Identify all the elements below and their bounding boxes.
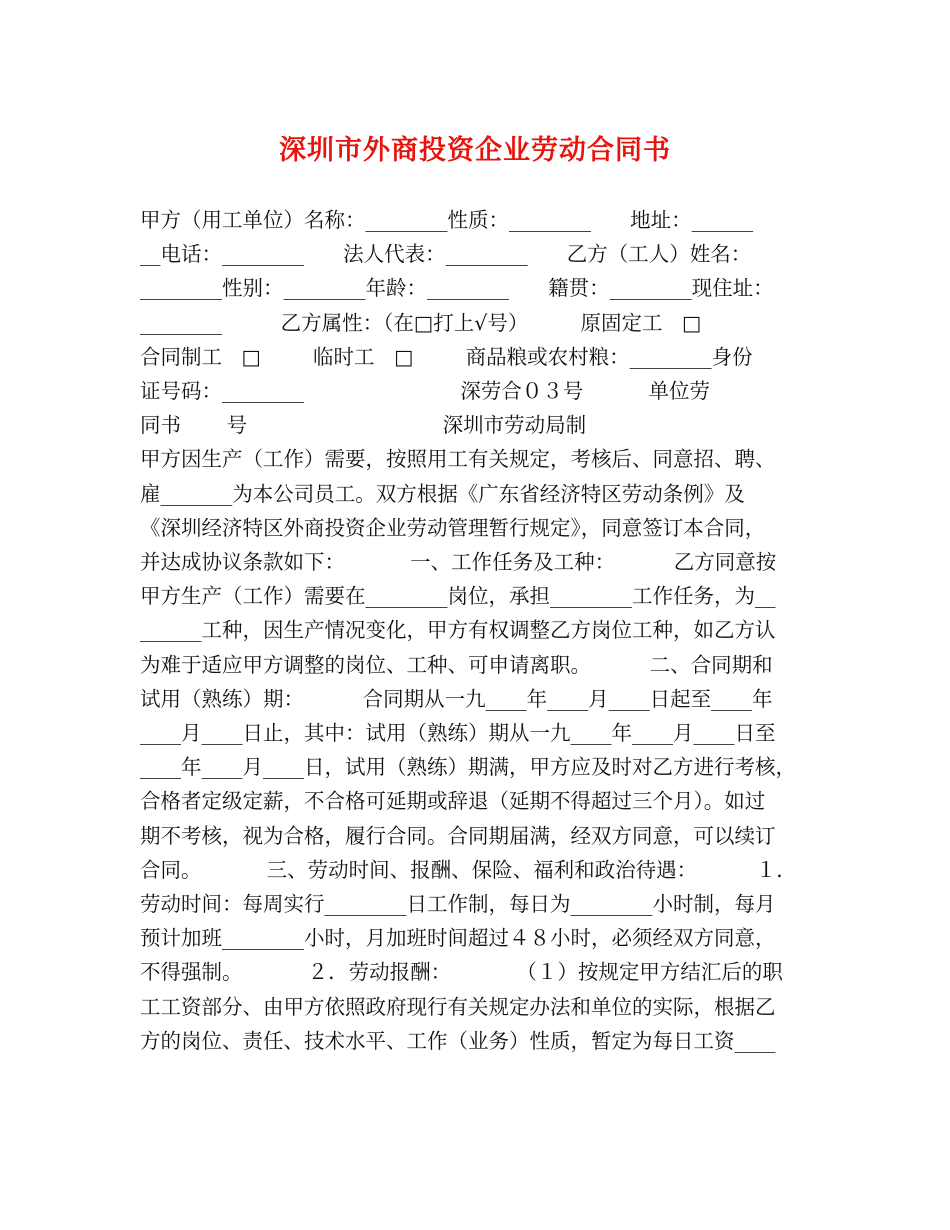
body-line: ____月____日止，其中：试用（熟练）期从一九____年____月____日至 bbox=[140, 721, 776, 745]
body-line: 为难于适应甲方调整的岗位、工种、可申请离职。 二、合同期和 bbox=[140, 652, 773, 677]
body-line: 甲方因生产（工作）需要，按照用工有关规定，考核后、同意招、聘、 bbox=[140, 447, 776, 472]
body-line: __电话：________ 法人代表：________ 乙方（工人）姓名： bbox=[140, 242, 752, 267]
body-line: ________ 乙方属性：（在□打上√号） 原固定工 □ bbox=[140, 310, 702, 335]
body-line: 证号码：________ 深劳合０３号 单位劳 bbox=[140, 379, 711, 403]
body-line: ____年____月____日，试用（熟练）期满，甲方应及时对乙方进行考核， bbox=[140, 755, 796, 780]
body-line: 期不考核，视为合格，履行合同。合同期届满，经双方同意，可以续订 bbox=[140, 823, 776, 848]
body-line: 预计加班________小时，月加班时间超过４８小时，必须经双方同意， bbox=[140, 926, 776, 951]
body-line: 试用（熟练）期： 合同期从一九____年____月____日起至____年 bbox=[140, 686, 773, 711]
body-line: 甲方生产（工作）需要在________岗位，承担________工作任务，为__ bbox=[140, 584, 776, 609]
body-line: 并达成协议条款如下： 一、工作任务及工种： 乙方同意按 bbox=[140, 550, 777, 574]
body-line: 雇_______为本公司员工。双方根据《广东省经济特区劳动条例》及 bbox=[140, 481, 745, 506]
body-line: 甲方（用工单位）名称：________性质：________ 地址：______ bbox=[140, 208, 754, 232]
body-line: 方的岗位、责任、技术水平、工作（业务）性质，暂定为每日工资____ bbox=[140, 1028, 776, 1053]
body-line: 工工资部分、由甲方依照政府现行有关规定办法和单位的实际，根据乙 bbox=[140, 994, 776, 1019]
body-line: 不得强制。 ２．劳动报酬： （１）按规定甲方结汇后的职 bbox=[140, 960, 783, 985]
body-line: 合格者定级定薪，不合格可延期或辞退（延期不得超过三个月）。如过 bbox=[140, 789, 766, 814]
body-line: 同书 号 深圳市劳动局制 bbox=[140, 413, 587, 438]
body-line: 《深圳经济特区外商投资企业劳动管理暂行规定》，同意签订本合同， bbox=[140, 515, 766, 540]
body-line: ______工种，因生产情况变化，甲方有权调整乙方岗位工种，如乙方认 bbox=[140, 618, 776, 643]
body-line: 合同制工 □ 临时工 □ 商品粮或农村粮：________身份 bbox=[140, 344, 753, 369]
body-line: 劳动时间：每周实行________日工作制，每日为________小时制，每月 bbox=[140, 892, 776, 916]
document-title: 深圳市外商投资企业劳动合同书 bbox=[279, 135, 671, 166]
body-line: 合同。 三、劳动时间、报酬、保险、福利和政治待遇： １． bbox=[140, 857, 797, 882]
body-line: ________性别：________年龄：________ 籍贯：________现住址： bbox=[140, 276, 774, 301]
